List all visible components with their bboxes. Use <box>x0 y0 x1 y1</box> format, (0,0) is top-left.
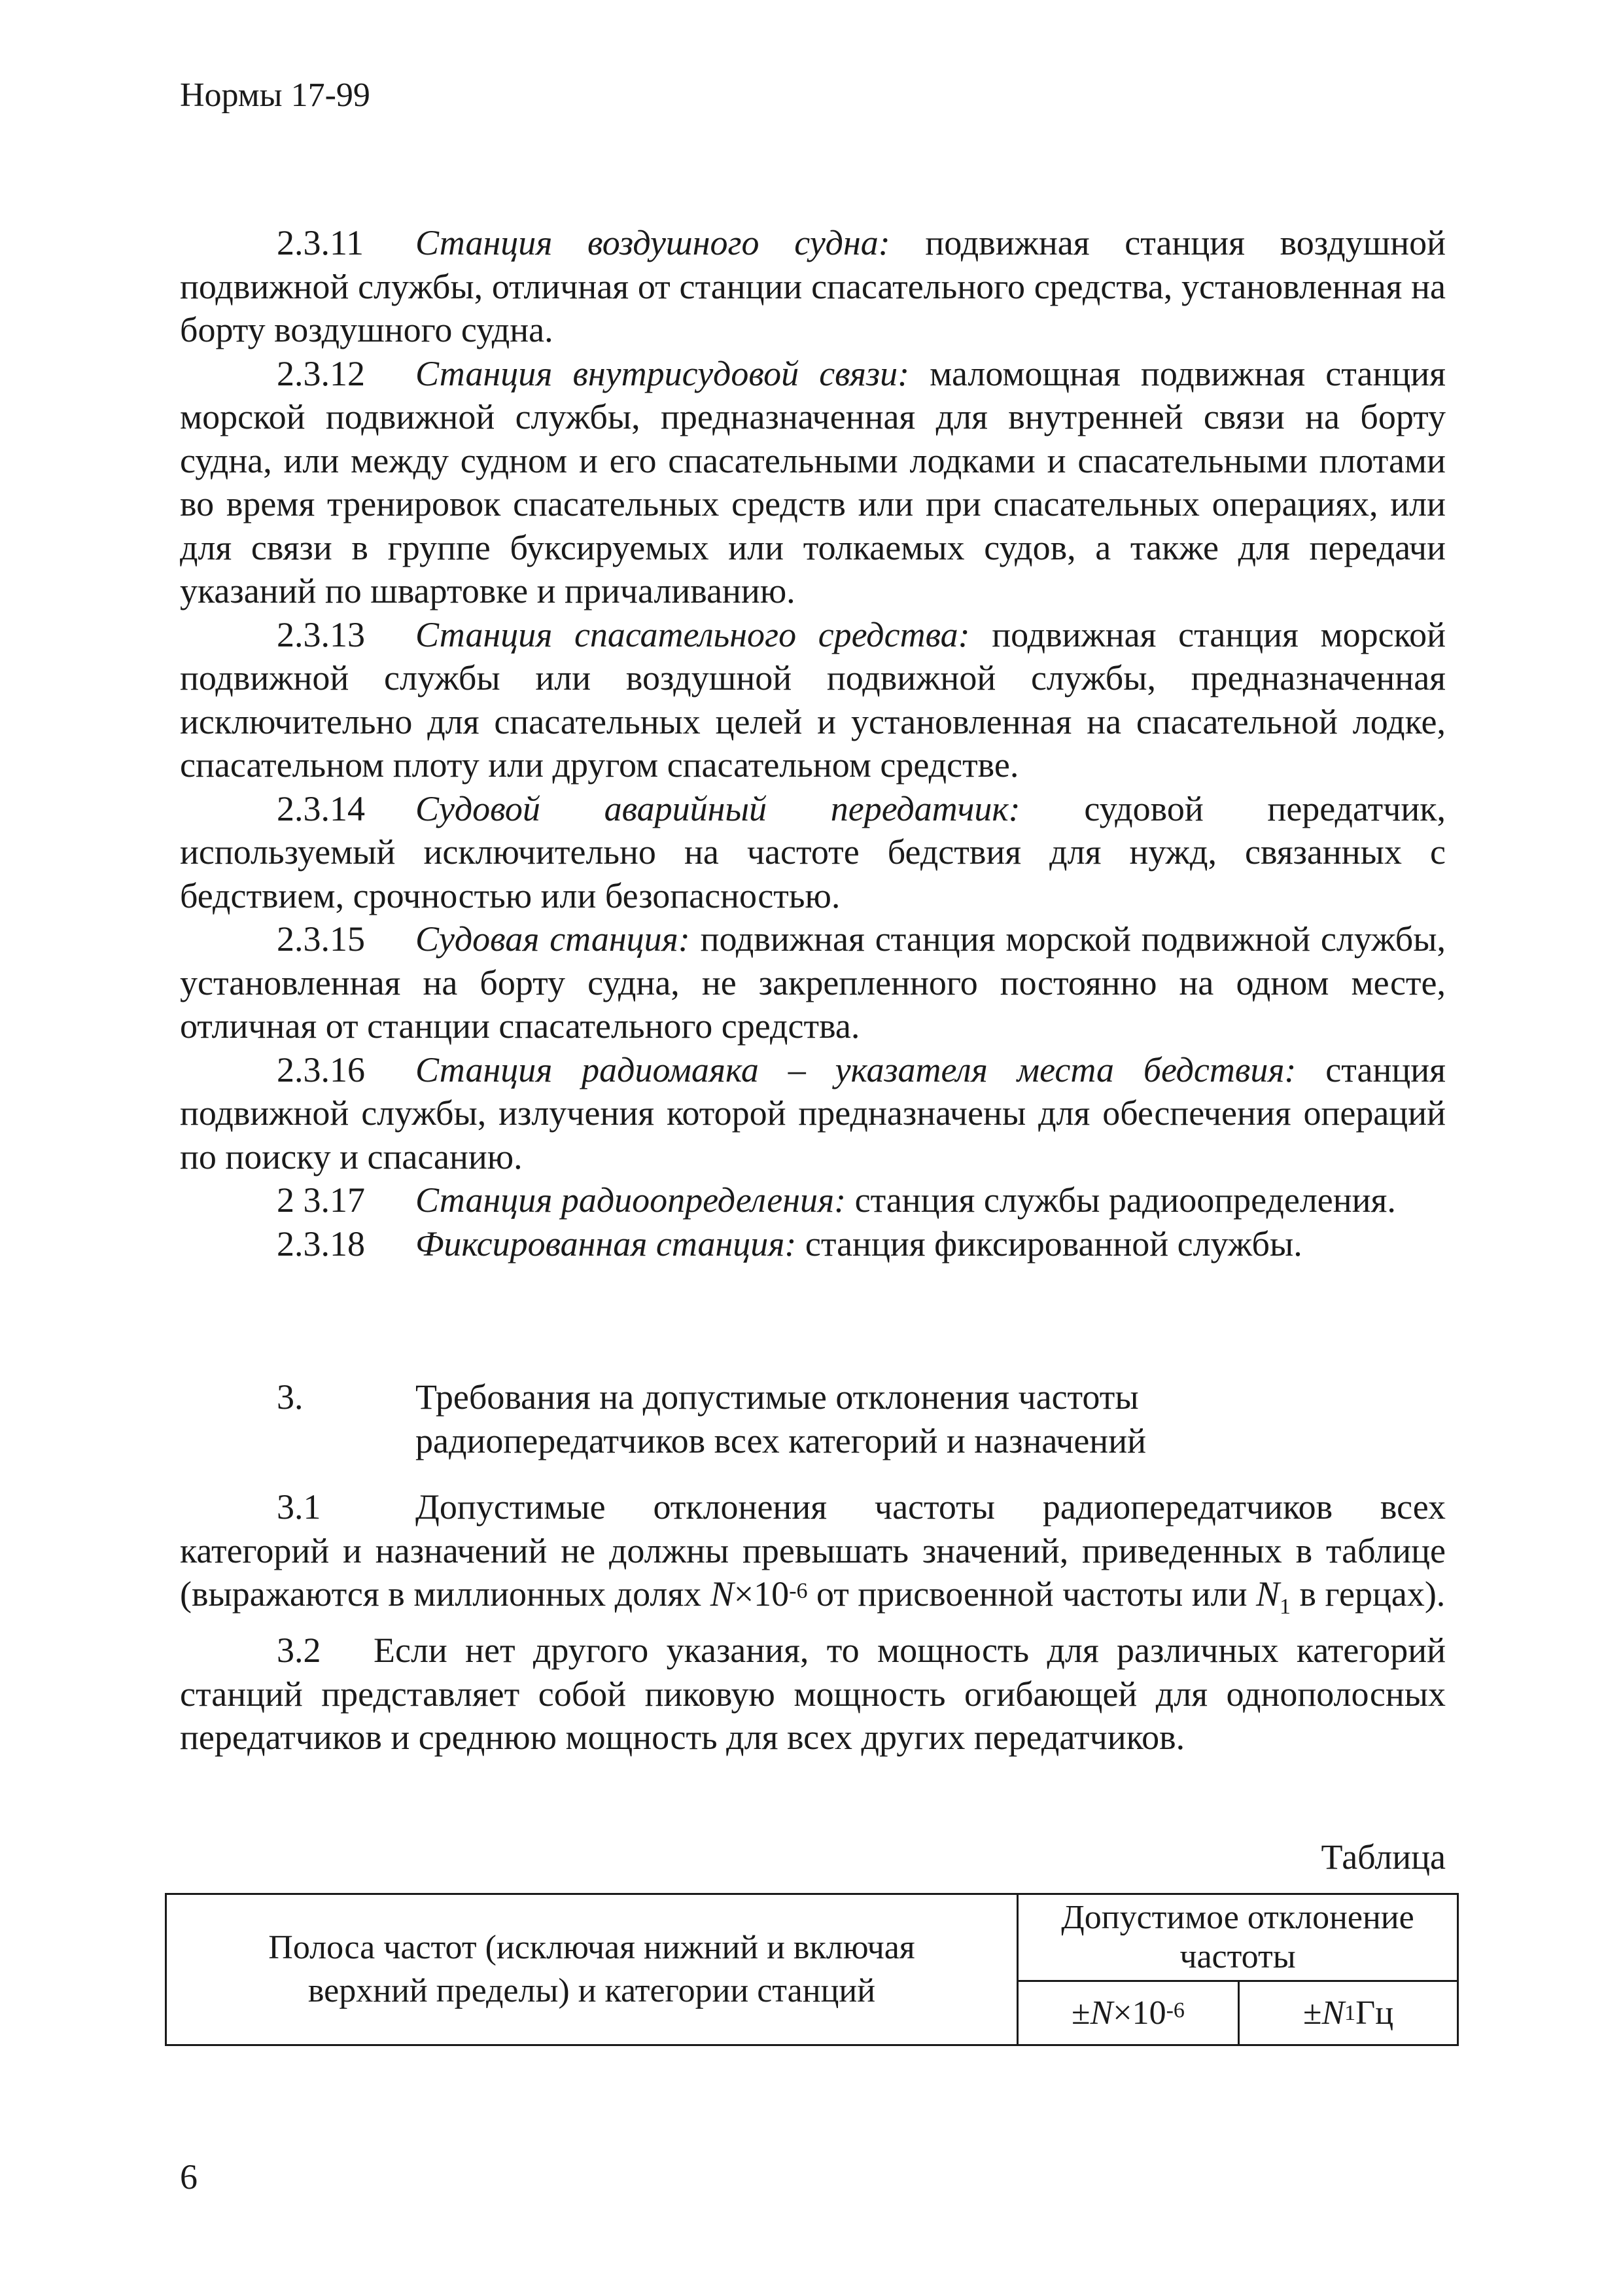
paragraph-number: 3.2 <box>277 1631 321 1670</box>
definition-text: подвижная станция морской подвижной службы или воздушной подвижной службы, предназначенная исключительно для спасательных целей и установленная на спасательной лодке, спасательном плоту или другом спасательном средстве. <box>180 614 1446 785</box>
requirements-block <box>180 1485 1446 1759</box>
definition-term: Станция внутрисудовой связи: <box>415 353 910 393</box>
definition-number: 2 3.17 <box>277 1180 365 1220</box>
definition-number: 2.3.11 <box>277 223 364 262</box>
table-header-tolerance-label: Допустимое отклонение частоты <box>1061 1899 1414 1975</box>
definition-term: Фиксированная станция: <box>415 1224 797 1263</box>
table-header-band <box>167 1895 1019 2044</box>
table-subheader-absolute: ± N 1 Гц <box>1302 1994 1394 2032</box>
tolerance-table <box>165 1893 1459 2046</box>
definition-2-3-16 <box>180 1048 1446 1179</box>
definition-term: Станция радиоопределения: <box>415 1180 846 1220</box>
definition-2-3-11 <box>180 221 1446 352</box>
definition-2-3-14 <box>180 787 1446 918</box>
definition-2-3-15 <box>180 917 1446 1048</box>
definition-text: станция фиксированной службы. <box>796 1224 1302 1263</box>
definition-text: станция службы радиоопределения. <box>846 1180 1396 1220</box>
paragraph-3-1 <box>180 1485 1446 1629</box>
definition-term: Станция воздушного судна: <box>415 223 890 262</box>
definition-text: подвижная станция воздушной подвижной службы, отличная от станции спасательного средства, установленная на борту воздушного судна. <box>180 223 1446 349</box>
definition-text: судовой передатчик, используемый исключительно на частоте бедствия для нужд, связанных с бедствием, срочностью или безопасностью. <box>180 788 1446 915</box>
definition-number: 2.3.13 <box>277 614 365 654</box>
definition-term: Судовой аварийный передатчик: <box>415 788 1021 828</box>
paragraph-text: Если нет другого указания, то мощность для различных категорий станций представляет собой пиковую мощность огибающей для однополосных передатчиков и среднюю мощность для всех других передатчиков. <box>180 1631 1446 1757</box>
definition-number: 2.3.18 <box>277 1224 365 1263</box>
formula-n1-subscript: 1 <box>1280 1594 1291 1619</box>
definition-text: станция подвижной службы, излучения которой предназначены для обеспечения операций по поиску и спасанию. <box>180 1050 1446 1176</box>
table-header-tolerance <box>1019 1895 1457 1982</box>
table-subheader-relative: ± N ×10 $^{-6}$ <box>1019 1982 1240 2044</box>
table-caption: Таблица <box>1321 1837 1446 1877</box>
running-header: Нормы 17-99 <box>180 77 370 114</box>
definition-2-3-12 <box>180 352 1446 613</box>
definition-2-3-18 <box>180 1222 1446 1266</box>
definition-text: маломощная подвижная станция морской подвижной службы, предназначенная для внутренней связи на борту судна, или между судном и его спасательными лодками и спасательными плотами во время тренировок спасательных средств или при спасательных операциях, или для связи в группе буксируемых или толкаемых судов, а также для передачи указаний по швартовке и причаливанию. <box>180 353 1446 610</box>
table-header-band-label: Полоса частот (исключая нижний и включая верхний пределы) и категории станций <box>268 1929 915 2009</box>
paragraph-text: Допустимые отклонения частоты радиопередатчиков всех категорий и назначений не должны превышать значений, приведенных в таблице (выражаются в миллионных долях <box>180 1487 1446 1614</box>
definition-term: Станция спасательного средства: <box>415 614 970 654</box>
formula-times-ten: ×10 <box>733 1574 790 1614</box>
definition-number: 2.3.15 <box>277 919 365 959</box>
definition-text: подвижная станция морской подвижной службы, установленная на борту судна, не закрепленного постоянно на одном месте, отличная от станции спасательного средства. <box>180 919 1446 1046</box>
page-number: 6 <box>180 2157 198 2197</box>
paragraph-text: в герцах). <box>1291 1574 1446 1614</box>
definition-2-3-13 <box>180 613 1446 787</box>
section-title: Требования на допустимые отклонения частоты радиопередатчиков всех категорий и назначений <box>415 1377 1146 1460</box>
definition-term: Станция радиомаяка – указателя места бедствия: <box>415 1050 1297 1089</box>
formula-n: N <box>710 1574 734 1614</box>
section-number: 3. <box>277 1377 304 1417</box>
definitions-block <box>180 221 1446 1265</box>
definition-number: 2.3.12 <box>277 353 365 393</box>
definition-number: 2.3.14 <box>277 788 365 828</box>
formula-exponent: -6 <box>789 1579 808 1603</box>
paragraph-3-2 <box>180 1629 1446 1759</box>
paragraph-number: 3.1 <box>277 1487 321 1527</box>
definition-term: Судовая станция: <box>415 919 690 959</box>
definition-2-3-17 <box>180 1178 1446 1222</box>
definition-number: 2.3.16 <box>277 1050 365 1089</box>
paragraph-text: от присвоенной частоты или <box>807 1574 1257 1614</box>
formula-n1: N <box>1256 1574 1280 1614</box>
